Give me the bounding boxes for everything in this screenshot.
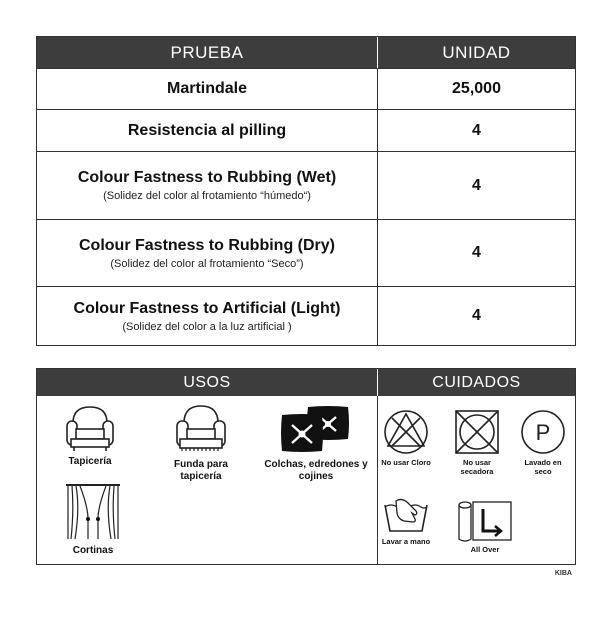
dry-clean-p-icon [520,409,566,455]
usage-label: Funda para tapicería [174,459,228,482]
table-header [37,37,575,68]
column-divider [377,396,378,564]
care-label: Lavado en seco [524,458,562,476]
header-test: PRUEBA [37,37,378,68]
usage-label: Tapicería [68,456,112,467]
test-value: 4 [472,244,481,261]
usage-item [57,401,123,468]
table-row [37,151,575,219]
care-label: No usar Cloro [381,458,431,467]
care-label: All Over [470,545,500,554]
test-name: Resistencia al pilling [127,121,287,139]
test-subtitle: (Solidez del color al frotamiento “Seco”) [110,257,304,270]
usage-care-header [37,369,575,396]
brand-label: KIBA [554,570,572,577]
usage-item [161,401,241,483]
test-value: 4 [472,176,481,194]
test-value: 25,000 [452,80,501,97]
test-results-table [36,36,576,346]
header-unit: UNIDAD [442,42,511,62]
table-row [37,68,575,109]
table-row [37,109,575,151]
test-subtitle: (Solidez del color a la luz artificial ) [122,320,292,333]
no-tumble-dry-icon [454,409,500,455]
test-name: Colour Fastness to Rubbing (Wet) [77,169,337,186]
dry-clean-glyph: P [535,420,551,445]
usos-title: USOS [37,369,378,396]
usage-label: Cortinas [72,545,114,556]
care-item [381,495,431,546]
armchair-cover-icon [173,401,229,453]
usage-label: Colchas, edredones y cojines [264,459,368,482]
usage-care-panel [36,368,576,565]
table-row [37,286,575,345]
hand-wash-icon [382,495,430,535]
no-bleach-icon [383,409,429,455]
test-name: Colour Fastness to Artificial (Light) [73,299,341,317]
care-item [453,499,517,554]
cushions-icon [276,403,356,455]
test-value: 4 [472,307,481,324]
test-name: Martindale [166,80,247,97]
care-item [450,409,504,476]
usage-item [263,403,369,483]
care-label: Lavar a mano [381,537,431,546]
care-item [515,409,571,476]
test-name: Colour Fastness to Rubbing (Dry) [79,236,335,254]
curtains-icon [62,481,124,543]
test-subtitle: (Solidez del color al frotamiento “húmedo“) [103,190,311,202]
table-row [37,219,575,286]
all-over-icon [455,499,515,543]
cuidados-title: CUIDADOS [432,373,521,391]
care-item [381,409,431,467]
usage-item [57,481,129,557]
test-value: 4 [472,121,481,139]
armchair-icon [63,401,117,453]
care-label: No usar secadora [460,458,494,476]
